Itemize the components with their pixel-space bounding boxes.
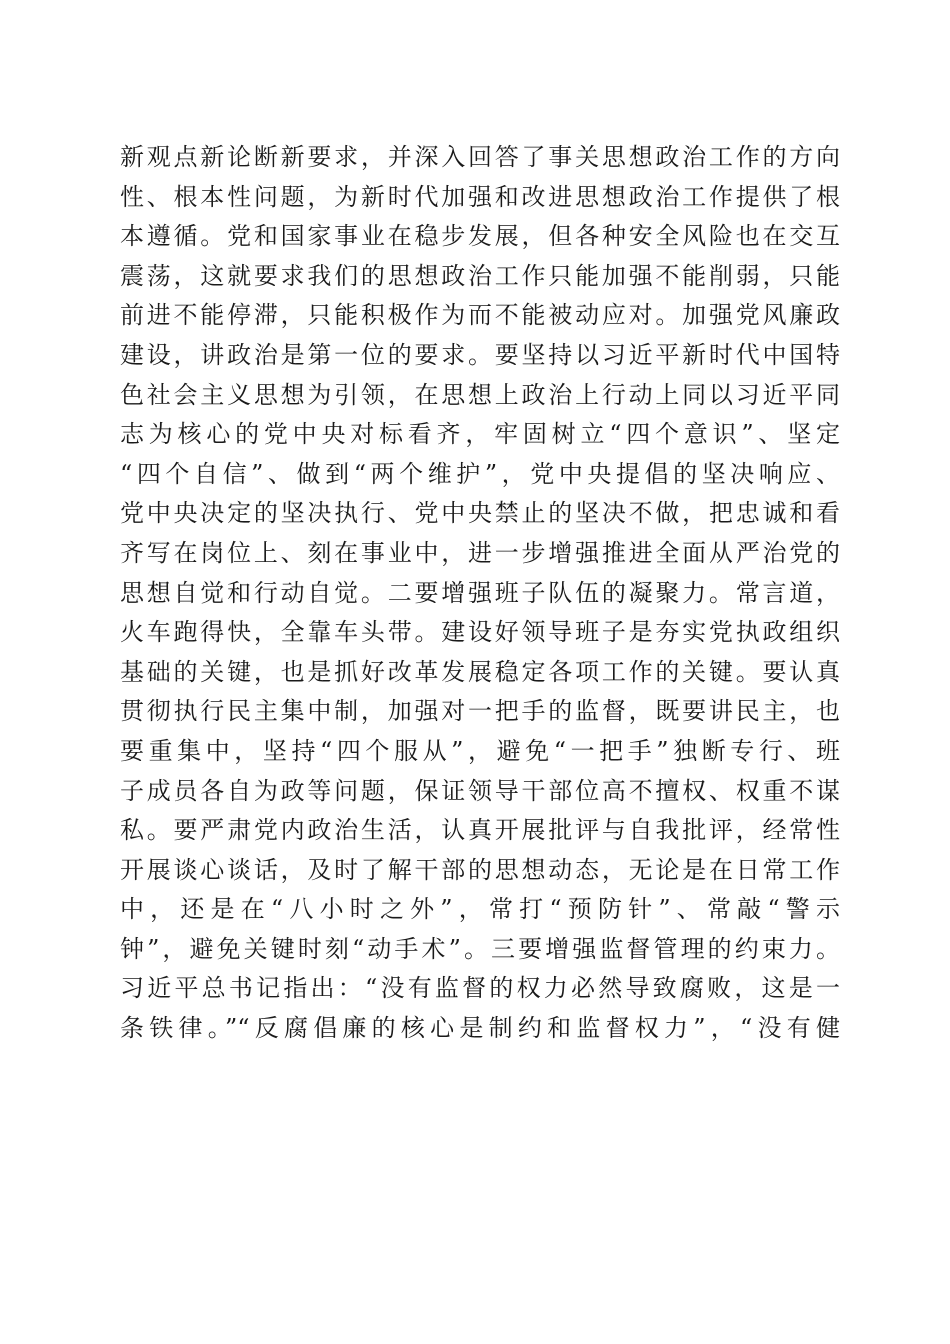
text-line: 新观点新论断新要求，并深入回答了事关思想政治工作的方向 <box>120 143 840 171</box>
text-line: 私。要严肃党内政治生活，认真开展批评与自我批评，经常性 <box>120 816 840 845</box>
text-line: 条铁律。”“反腐倡廉的核心是制约和监督权力”，“没有健 <box>120 1014 840 1043</box>
text-line: 子成员各自为政等问题，保证领导干部位高不擅权、权重不谋 <box>120 776 840 805</box>
text-line: 前进不能停滞，只能积极作为而不能被动应对。加强党风廉政 <box>120 301 840 330</box>
text-line: 要重集中，坚持“四个服从”，避免“一把手”独断专行、班 <box>120 736 840 765</box>
text-line: 建设，讲政治是第一位的要求。要坚持以习近平新时代中国特 <box>120 340 840 369</box>
text-line: 思想自觉和行动自觉。二要增强班子队伍的凝聚力。常言道， <box>120 578 840 607</box>
text-line: 党中央决定的坚决执行、党中央禁止的坚决不做，把忠诚和看 <box>120 499 840 528</box>
text-line: 色社会主义思想为引领，在思想上政治上行动上同以习近平同 <box>120 380 840 409</box>
text-line: 震荡，这就要求我们的思想政治工作只能加强不能削弱，只能 <box>120 261 840 290</box>
text-line: 本遵循。党和国家事业在稳步发展，但各种安全风险也在交互 <box>120 222 840 251</box>
text-line: 火车跑得快，全靠车头带。建设好领导班子是夯实党执政组织 <box>120 618 840 647</box>
text-line: 性、根本性问题，为新时代加强和改进思想政治工作提供了根 <box>120 182 840 211</box>
text-line: “四个自信”、做到“两个维护”，党中央提倡的坚决响应、 <box>120 459 840 488</box>
text-line: 中，还是在“八小时之外”，常打“预防针”、常敲“警示 <box>120 895 840 924</box>
text-line: 贯彻执行民主集中制，加强对一把手的监督，既要讲民主，也 <box>120 697 840 726</box>
text-line: 习近平总书记指出：“没有监督的权力必然导致腐败，这是一 <box>120 974 840 1003</box>
text-line: 志为核心的党中央对标看齐，牢固树立“四个意识”、坚定 <box>120 420 840 449</box>
text-line: 基础的关键，也是抓好改革发展稳定各项工作的关键。要认真 <box>120 657 840 686</box>
text-line: 齐写在岗位上、刻在事业中，进一步增强推进全面从严治党的 <box>120 538 840 567</box>
text-line: 钟”，避免关键时刻“动手术”。三要增强监督管理的约束力。 <box>120 934 840 963</box>
body-text <box>120 138 840 1049</box>
text-line: 开展谈心谈话，及时了解干部的思想动态，无论是在日常工作 <box>120 855 840 884</box>
